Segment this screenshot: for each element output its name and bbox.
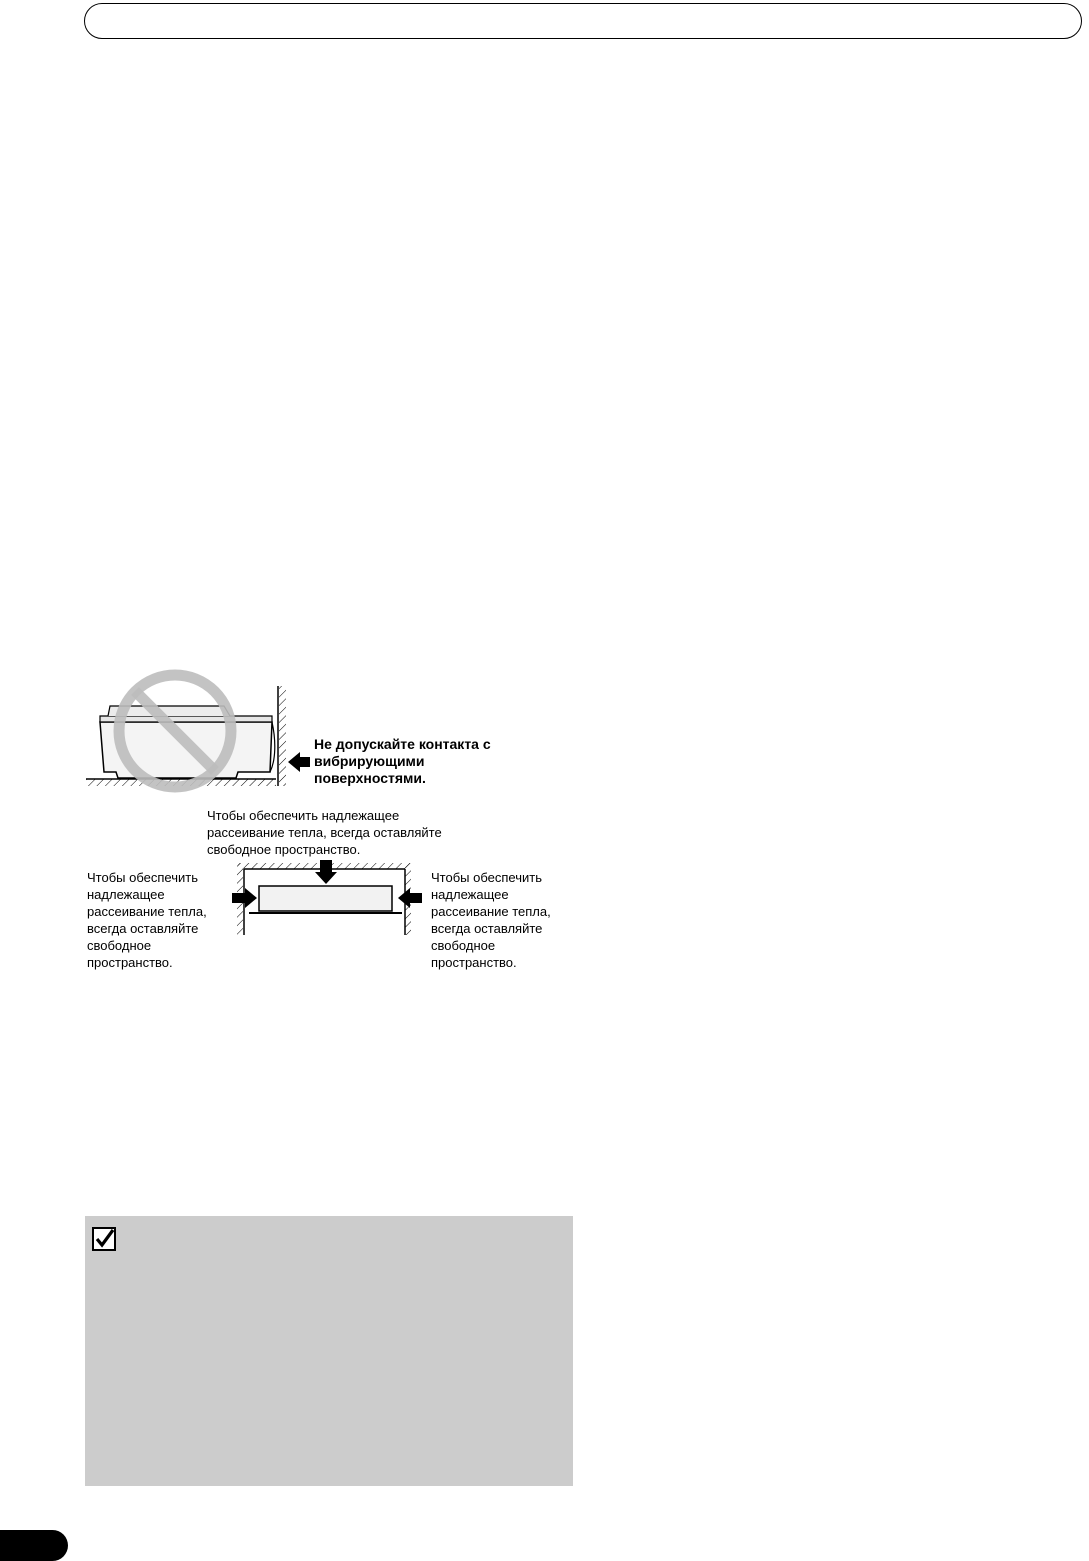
check-icon bbox=[92, 1227, 116, 1251]
vibration-warning-text: Не допускайте контакта с вибрирующими поверхностями. bbox=[314, 736, 491, 786]
note-box bbox=[85, 1216, 573, 1486]
clearance-diagram bbox=[232, 860, 422, 935]
left-clearance-text: Чтобы обеспечить надлежащее рассеивание тепла, всегда оставляйте свободное пространство. bbox=[87, 870, 207, 970]
right-clearance-text: Чтобы обеспечить надлежащее рассеивание тепла, всегда оставляйте свободное пространство. bbox=[431, 870, 551, 970]
top-clearance-text: Чтобы обеспечить надлежащее рассеивание тепла, всегда оставляйте свободное пространство. bbox=[207, 808, 442, 857]
vibration-diagram bbox=[86, 675, 310, 787]
page-number-tab bbox=[0, 1530, 68, 1561]
